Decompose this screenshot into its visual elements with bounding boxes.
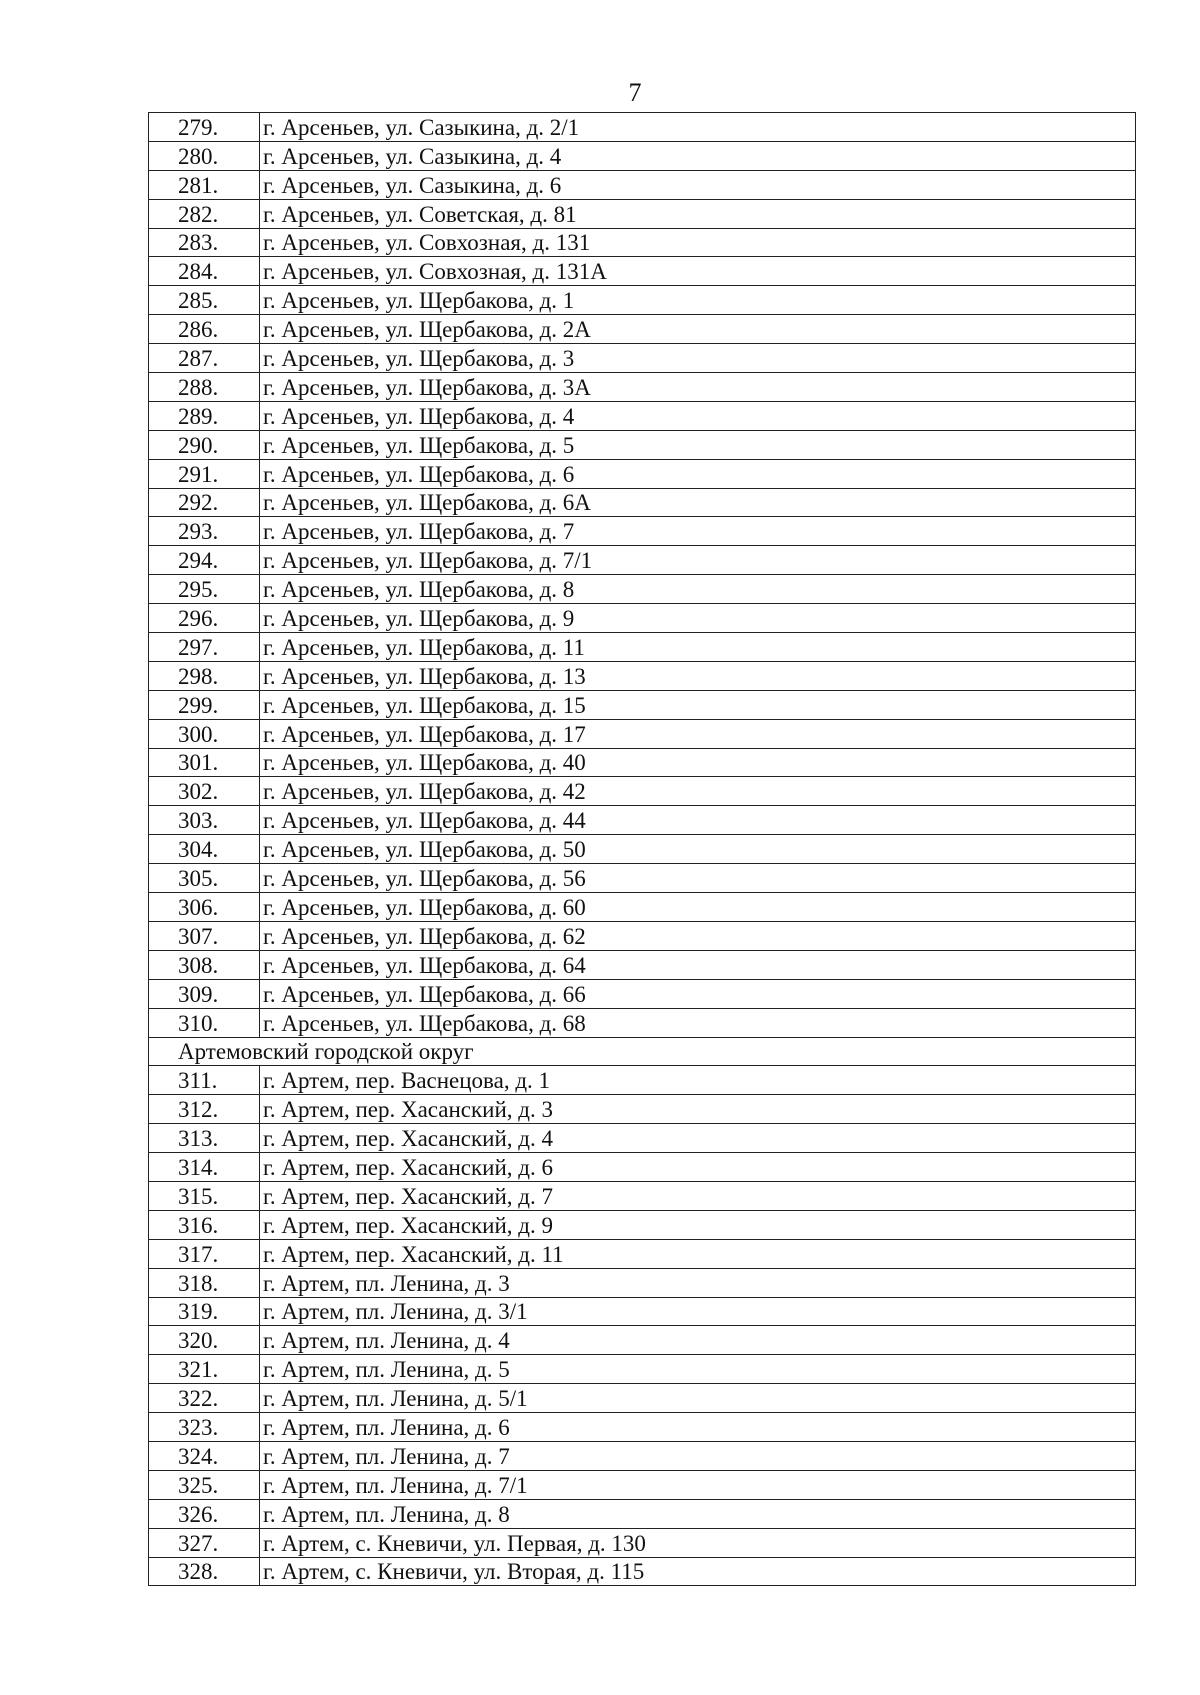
row-number: 307. — [149, 921, 260, 950]
row-number: 310. — [149, 1008, 260, 1037]
table-row — [149, 806, 1136, 835]
table-row — [149, 141, 1136, 170]
row-number: 308. — [149, 950, 260, 979]
row-address: г. Арсеньев, ул. Щербакова, д. 7 — [260, 517, 1136, 546]
row-address: г. Арсеньев, ул. Щербакова, д. 56 — [260, 864, 1136, 893]
table-row — [149, 517, 1136, 546]
table-row — [149, 1413, 1136, 1442]
row-number: 293. — [149, 517, 260, 546]
row-number: 301. — [149, 748, 260, 777]
row-address: г. Арсеньев, ул. Щербакова, д. 66 — [260, 979, 1136, 1008]
row-address: г. Арсеньев, ул. Щербакова, д. 62 — [260, 921, 1136, 950]
section-title: Артемовский городской округ — [149, 1037, 1136, 1066]
table-row — [149, 113, 1136, 142]
row-number: 314. — [149, 1153, 260, 1182]
row-address: г. Арсеньев, ул. Сазыкина, д. 6 — [260, 170, 1136, 199]
table-row — [149, 488, 1136, 517]
row-address: г. Арсеньев, ул. Щербакова, д. 17 — [260, 719, 1136, 748]
row-number: 289. — [149, 401, 260, 430]
row-address: г. Арсеньев, ул. Щербакова, д. 11 — [260, 633, 1136, 662]
table-row — [149, 401, 1136, 430]
table-row — [149, 777, 1136, 806]
row-address: г. Арсеньев, ул. Щербакова, д. 50 — [260, 835, 1136, 864]
row-number: 323. — [149, 1413, 260, 1442]
table-row — [149, 604, 1136, 633]
table-row — [149, 864, 1136, 893]
row-address: г. Артем, пер. Васнецова, д. 1 — [260, 1066, 1136, 1095]
row-number: 298. — [149, 661, 260, 690]
row-address: г. Арсеньев, ул. Щербакова, д. 60 — [260, 893, 1136, 922]
row-address: г. Арсеньев, ул. Щербакова, д. 68 — [260, 1008, 1136, 1037]
row-address: г. Арсеньев, ул. Щербакова, д. 3 — [260, 344, 1136, 373]
row-number: 321. — [149, 1355, 260, 1384]
row-number: 294. — [149, 546, 260, 575]
row-number: 327. — [149, 1528, 260, 1557]
row-address: г. Артем, пл. Ленина, д. 3/1 — [260, 1297, 1136, 1326]
row-address: г. Арсеньев, ул. Совхозная, д. 131А — [260, 257, 1136, 286]
table-row — [149, 1153, 1136, 1182]
table-row — [149, 1470, 1136, 1499]
row-number: 318. — [149, 1268, 260, 1297]
row-address: г. Арсеньев, ул. Сазыкина, д. 2/1 — [260, 113, 1136, 142]
table-row — [149, 1210, 1136, 1239]
address-table — [148, 112, 1136, 1586]
row-number: 306. — [149, 893, 260, 922]
row-address: г. Арсеньев, ул. Щербакова, д. 13 — [260, 661, 1136, 690]
row-number: 302. — [149, 777, 260, 806]
row-address: г. Арсеньев, ул. Щербакова, д. 15 — [260, 690, 1136, 719]
row-number: 285. — [149, 286, 260, 315]
row-address: г. Артем, пл. Ленина, д. 7/1 — [260, 1470, 1136, 1499]
row-address: г. Артем, пер. Хасанский, д. 11 — [260, 1239, 1136, 1268]
row-address: г. Арсеньев, ул. Советская, д. 81 — [260, 199, 1136, 228]
table-row — [149, 979, 1136, 1008]
table-row — [149, 170, 1136, 199]
row-address: г. Артем, пл. Ленина, д. 8 — [260, 1499, 1136, 1528]
row-number: 279. — [149, 113, 260, 142]
row-address: г. Арсеньев, ул. Щербакова, д. 1 — [260, 286, 1136, 315]
row-number: 300. — [149, 719, 260, 748]
row-address: г. Арсеньев, ул. Щербакова, д. 2А — [260, 315, 1136, 344]
row-address: г. Арсеньев, ул. Щербакова, д. 40 — [260, 748, 1136, 777]
table-row — [149, 257, 1136, 286]
row-number: 315. — [149, 1181, 260, 1210]
table-row — [149, 575, 1136, 604]
table-row — [149, 835, 1136, 864]
row-address: г. Арсеньев, ул. Щербакова, д. 4 — [260, 401, 1136, 430]
row-address: г. Артем, пл. Ленина, д. 5 — [260, 1355, 1136, 1384]
row-address: г. Артем, пл. Ленина, д. 4 — [260, 1326, 1136, 1355]
row-number: 287. — [149, 344, 260, 373]
table-row — [149, 1124, 1136, 1153]
row-address: г. Арсеньев, ул. Щербакова, д. 5 — [260, 430, 1136, 459]
table-row — [149, 1326, 1136, 1355]
table-row — [149, 921, 1136, 950]
table-row — [149, 1384, 1136, 1413]
row-number: 326. — [149, 1499, 260, 1528]
table-row — [149, 1095, 1136, 1124]
table-row — [149, 1355, 1136, 1384]
table-row — [149, 690, 1136, 719]
row-number: 325. — [149, 1470, 260, 1499]
table-row — [149, 1239, 1136, 1268]
row-address: г. Артем, с. Кневичи, ул. Вторая, д. 115 — [260, 1557, 1136, 1586]
row-number: 304. — [149, 835, 260, 864]
table-row — [149, 1528, 1136, 1557]
row-address: г. Артем, пл. Ленина, д. 5/1 — [260, 1384, 1136, 1413]
table-row — [149, 459, 1136, 488]
row-number: 281. — [149, 170, 260, 199]
table-row — [149, 1297, 1136, 1326]
row-address: г. Артем, пер. Хасанский, д. 6 — [260, 1153, 1136, 1182]
table-row — [149, 1557, 1136, 1586]
row-address: г. Арсеньев, ул. Щербакова, д. 8 — [260, 575, 1136, 604]
row-number: 296. — [149, 604, 260, 633]
row-address: г. Арсеньев, ул. Щербакова, д. 42 — [260, 777, 1136, 806]
row-number: 312. — [149, 1095, 260, 1124]
table-row — [149, 661, 1136, 690]
table-row — [149, 1499, 1136, 1528]
table-row — [149, 1441, 1136, 1470]
row-number: 292. — [149, 488, 260, 517]
row-number: 284. — [149, 257, 260, 286]
table-row — [149, 950, 1136, 979]
row-number: 324. — [149, 1441, 260, 1470]
row-number: 282. — [149, 199, 260, 228]
table-row — [149, 1181, 1136, 1210]
row-address: г. Арсеньев, ул. Сазыкина, д. 4 — [260, 141, 1136, 170]
row-number: 319. — [149, 1297, 260, 1326]
row-address: г. Артем, пер. Хасанский, д. 4 — [260, 1124, 1136, 1153]
row-address: г. Артем, пл. Ленина, д. 7 — [260, 1441, 1136, 1470]
row-number: 311. — [149, 1066, 260, 1095]
row-address: г. Арсеньев, ул. Щербакова, д. 6 — [260, 459, 1136, 488]
row-address: г. Арсеньев, ул. Щербакова, д. 44 — [260, 806, 1136, 835]
row-number: 320. — [149, 1326, 260, 1355]
row-address: г. Артем, пл. Ленина, д. 6 — [260, 1413, 1136, 1442]
page-number: 7 — [628, 78, 642, 107]
table-row — [149, 893, 1136, 922]
table-row — [149, 228, 1136, 257]
row-number: 322. — [149, 1384, 260, 1413]
row-address: г. Арсеньев, ул. Совхозная, д. 131 — [260, 228, 1136, 257]
row-number: 288. — [149, 373, 260, 402]
table-row — [149, 719, 1136, 748]
row-number: 316. — [149, 1210, 260, 1239]
table-row — [149, 286, 1136, 315]
table-row — [149, 1008, 1136, 1037]
row-number: 305. — [149, 864, 260, 893]
table-row — [149, 344, 1136, 373]
row-address: г. Артем, пер. Хасанский, д. 7 — [260, 1181, 1136, 1210]
row-address: г. Артем, пер. Хасанский, д. 3 — [260, 1095, 1136, 1124]
row-number: 283. — [149, 228, 260, 257]
row-address: г. Артем, с. Кневичи, ул. Первая, д. 130 — [260, 1528, 1136, 1557]
row-number: 291. — [149, 459, 260, 488]
table-row — [149, 373, 1136, 402]
table-row — [149, 748, 1136, 777]
row-address: г. Арсеньев, ул. Щербакова, д. 64 — [260, 950, 1136, 979]
address-table-body — [149, 113, 1136, 1586]
row-number: 290. — [149, 430, 260, 459]
table-row — [149, 430, 1136, 459]
row-number: 297. — [149, 633, 260, 662]
row-number: 295. — [149, 575, 260, 604]
table-row — [149, 315, 1136, 344]
table-row — [149, 633, 1136, 662]
table-row — [149, 199, 1136, 228]
row-number: 313. — [149, 1124, 260, 1153]
table-row — [149, 546, 1136, 575]
row-address: г. Арсеньев, ул. Щербакова, д. 6А — [260, 488, 1136, 517]
row-address: г. Арсеньев, ул. Щербакова, д. 9 — [260, 604, 1136, 633]
row-address: г. Арсеньев, ул. Щербакова, д. 7/1 — [260, 546, 1136, 575]
row-address: г. Артем, пл. Ленина, д. 3 — [260, 1268, 1136, 1297]
row-address: г. Артем, пер. Хасанский, д. 9 — [260, 1210, 1136, 1239]
row-number: 286. — [149, 315, 260, 344]
table-row — [149, 1268, 1136, 1297]
row-number: 328. — [149, 1557, 260, 1586]
row-number: 309. — [149, 979, 260, 1008]
row-number: 280. — [149, 141, 260, 170]
table-row — [149, 1066, 1136, 1095]
row-number: 303. — [149, 806, 260, 835]
row-number: 299. — [149, 690, 260, 719]
row-address: г. Арсеньев, ул. Щербакова, д. 3А — [260, 373, 1136, 402]
section-row — [149, 1037, 1136, 1066]
row-number: 317. — [149, 1239, 260, 1268]
